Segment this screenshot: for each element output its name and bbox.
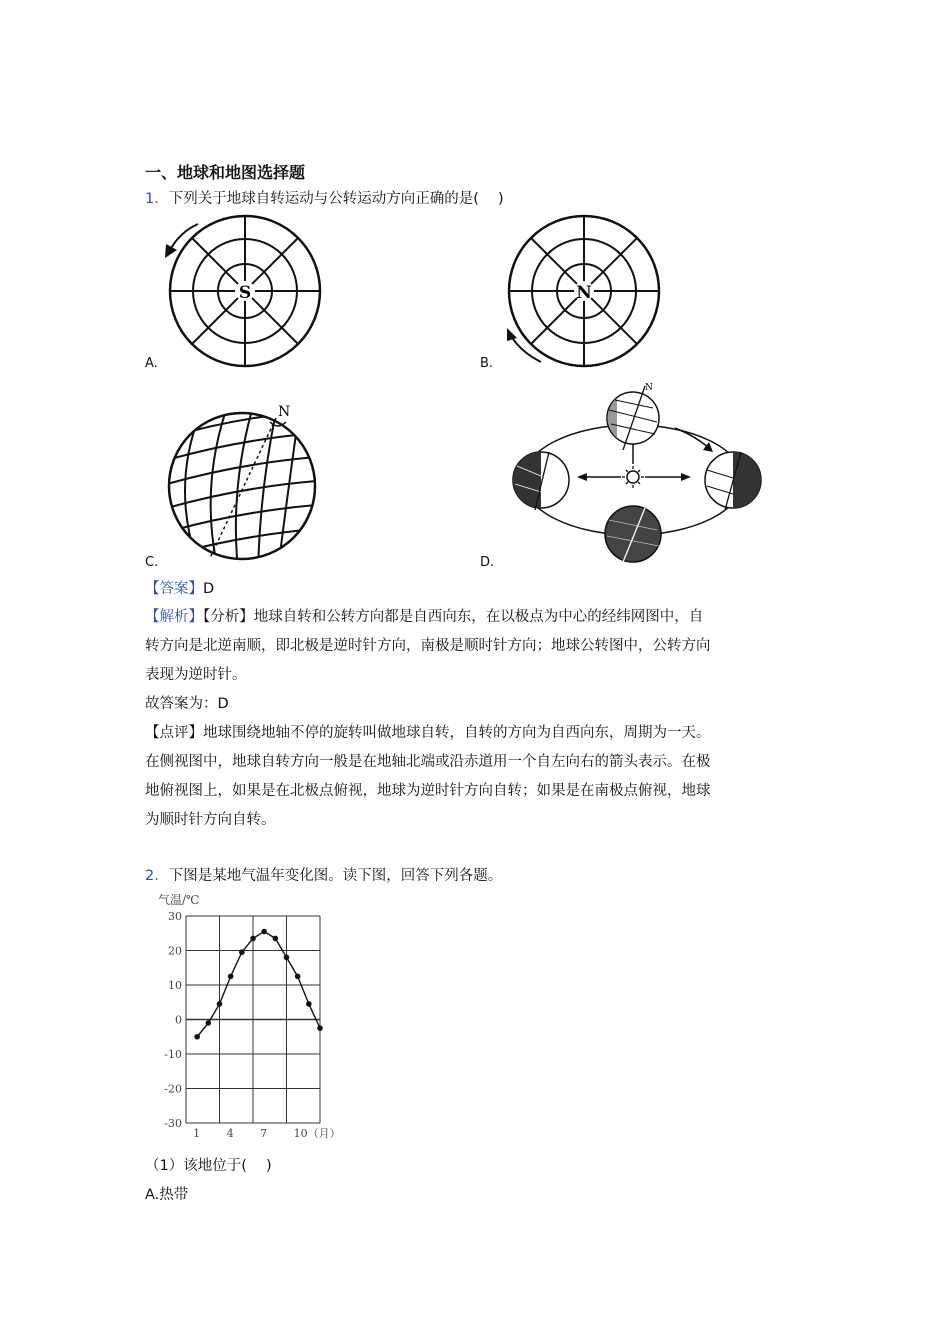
option-b-label: B. xyxy=(480,356,494,371)
temperature-line xyxy=(197,932,320,1037)
data-point xyxy=(317,1025,323,1031)
analysis-tag: 【解析】 xyxy=(145,609,203,625)
option-c-label: C. xyxy=(145,555,159,570)
analysis-line-1: 【分析】地球自转和公转方向都是自西向东，在以极点为中心的经纬网图中，自 xyxy=(203,609,704,625)
y-tick-label: -10 xyxy=(164,1048,182,1061)
figure-c-globe-side-view xyxy=(160,400,330,560)
answer-line xyxy=(145,575,810,604)
option-a-tropical[interactable]: A.热带 xyxy=(145,1187,189,1203)
pole-label-n: N xyxy=(576,283,592,303)
data-point xyxy=(250,936,256,942)
figure-a-polar-view xyxy=(150,210,350,370)
sun-icon xyxy=(627,471,639,483)
data-point xyxy=(295,974,301,980)
question-text: 下列关于地球自转运动与公转运动方向正确的是( ) xyxy=(168,191,504,207)
data-point xyxy=(206,1020,212,1026)
analysis-line-2: 转方向是北逆南顺，即北极是逆时针方向，南极是顺时针方向；地球公转图中，公转方向 xyxy=(145,638,711,654)
data-point xyxy=(194,1034,200,1040)
comment-line-2: 在侧视图中，地球自转方向一般是在地轴北端或沿赤道用一个自左向右的箭头表示。在极 xyxy=(145,754,711,770)
y-tick-label: 20 xyxy=(168,944,182,958)
y-tick-label: 30 xyxy=(168,910,182,923)
option-d-label: D. xyxy=(480,555,495,570)
y-tick-label: -20 xyxy=(164,1082,182,1096)
question-number: 2． xyxy=(145,868,169,884)
x-tick-label: 10（月） xyxy=(293,1127,341,1140)
conclusion-line: 故答案为：D xyxy=(145,696,229,712)
data-point xyxy=(261,929,267,935)
answer-tag: 【答案】 xyxy=(145,581,203,597)
data-point xyxy=(217,1001,223,1007)
section-title: 一、地球和地图选择题 xyxy=(145,163,306,182)
x-tick-label: 7 xyxy=(260,1127,268,1140)
data-point xyxy=(273,936,279,942)
data-point xyxy=(228,974,234,980)
comment-line-4: 为顺时针方向自转。 xyxy=(145,812,276,828)
x-tick-label: 4 xyxy=(226,1127,234,1140)
figure-b-polar-view xyxy=(495,210,695,370)
question-1 xyxy=(145,187,504,208)
figure-d-revolution-orbit xyxy=(505,380,765,565)
temperature-chart xyxy=(140,888,340,1143)
sub-question-1: （1）该地位于( ) xyxy=(145,1158,272,1174)
globe-n-label: N xyxy=(278,404,291,420)
analysis-line-3: 表现为逆时针。 xyxy=(145,667,247,683)
data-point xyxy=(239,949,245,955)
question-text: 下图是某地气温年变化图。读下图，回答下列各题。 xyxy=(168,868,503,884)
y-tick-label: 0 xyxy=(175,1013,182,1027)
question-2 xyxy=(145,864,502,885)
option-a-label: A. xyxy=(145,356,158,371)
y-tick-label: -30 xyxy=(164,1117,182,1130)
data-point xyxy=(306,1001,312,1007)
comment-line-3: 地俯视图上，如果是在北极点俯视，地球为逆时针方向自转；如果是在南极点俯视，地球 xyxy=(145,783,711,799)
chart-y-axis-label: 气温/℃ xyxy=(158,893,200,907)
answer-value: D xyxy=(203,581,215,597)
pole-label-s: S xyxy=(238,283,252,303)
question-number: 1． xyxy=(145,191,169,207)
data-point xyxy=(284,955,290,961)
svg-text:N: N xyxy=(645,383,653,393)
comment-line-1: 【点评】地球围绕地轴不停的旋转叫做地球自转，自转的方向为自西向东，周期为一天。 xyxy=(145,725,711,741)
analysis-block xyxy=(145,603,810,835)
x-tick-label: 1 xyxy=(193,1127,201,1140)
y-tick-label: 10 xyxy=(168,979,182,992)
